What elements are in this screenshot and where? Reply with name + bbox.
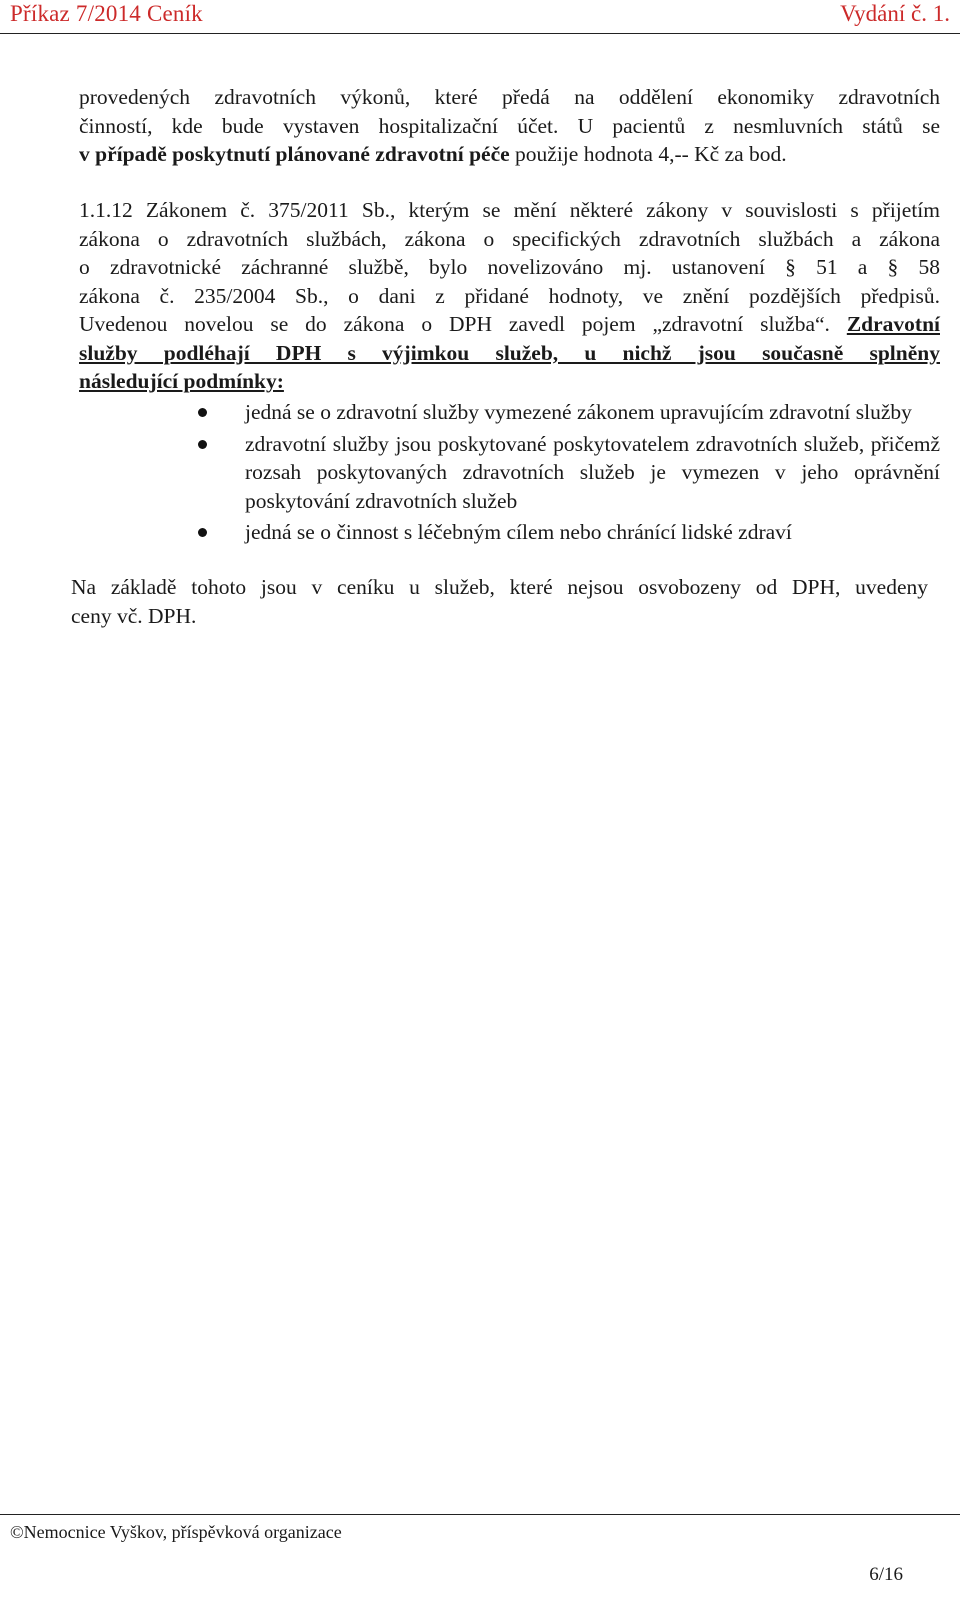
list-item bbox=[180, 430, 940, 516]
text-fragment: Uvedenou novelou se do zákona o DPH zavedl pojem „zdravotní služba“. bbox=[79, 312, 847, 336]
text-line: zákona o zdravotních službách, zákona o specifických zdravotních službách a zákona bbox=[79, 226, 940, 251]
page-number: 6/16 bbox=[869, 1564, 903, 1585]
page-header bbox=[0, 0, 960, 34]
text-line: Na základě tohoto jsou v ceníku u služeb, které nejsou osvobozeny od DPH, uvedeny bbox=[71, 575, 928, 599]
document-title: Příkaz 7/2014 Ceník bbox=[10, 1, 203, 26]
text-line bbox=[79, 310, 940, 339]
list-item bbox=[180, 518, 940, 547]
section-1-1-12 bbox=[79, 196, 940, 396]
text-line: o zdravotnické záchranné službě, bylo novelizováno mj. ustanovení § 51 a § 58 bbox=[79, 255, 940, 279]
text-line: zákona č. 235/2004 Sb., o dani z přidané hodnoty, ve znění pozdějších předpisů. bbox=[79, 283, 940, 308]
bold-phrase: v případě poskytnutí plánované zdravotní péče bbox=[79, 142, 510, 166]
list-item-text: zdravotní služby jsou poskytované poskytovatelem zdravotních služeb, přičemž rozsah poskytovaných zdravotních služeb je vymezen v jeho oprávnění poskytování zdravotních služeb bbox=[245, 431, 940, 513]
edition-label: Vydání č. 1. bbox=[840, 1, 950, 26]
organization-name: ©Nemocnice Vyškov, příspěvková organizace bbox=[10, 1522, 342, 1542]
conditions-list bbox=[180, 398, 940, 550]
text-line: provedených zdravotních výkonů, které předá na oddělení ekonomiky zdravotních bbox=[79, 85, 940, 109]
bullet-icon bbox=[198, 440, 207, 449]
bullet-icon bbox=[198, 408, 207, 417]
list-item-text: jedná se o činnost s léčebným cílem nebo chránící lidské zdraví bbox=[245, 520, 792, 544]
paragraph-continuation bbox=[79, 83, 940, 169]
list-item-text: jedná se o zdravotní služby vymezené zákonem upravujícím zdravotní služby bbox=[245, 400, 912, 424]
text-fragment: použije hodnota 4,-- Kč za bod. bbox=[509, 142, 787, 166]
text-line: činností, kde bude vystaven hospitalizační účet. U pacientů z nesmluvních států se bbox=[79, 113, 940, 138]
text-line bbox=[79, 140, 940, 169]
bullet-icon bbox=[198, 528, 207, 537]
page-footer bbox=[0, 1514, 960, 1598]
text-line: 1.1.12 Zákonem č. 375/2011 Sb., kterým se mění některé zákony v souvislosti s přijetím bbox=[79, 198, 940, 222]
emphasis-phrase: Zdravotní bbox=[846, 312, 940, 336]
emphasis-line: následující podmínky: bbox=[79, 369, 284, 393]
emphasis-line: služby podléhají DPH s výjimkou služeb, u nichž jsou současně splněny bbox=[79, 340, 940, 365]
closing-paragraph bbox=[71, 573, 928, 630]
text-line: ceny vč. DPH. bbox=[71, 603, 197, 628]
list-item bbox=[180, 398, 940, 427]
